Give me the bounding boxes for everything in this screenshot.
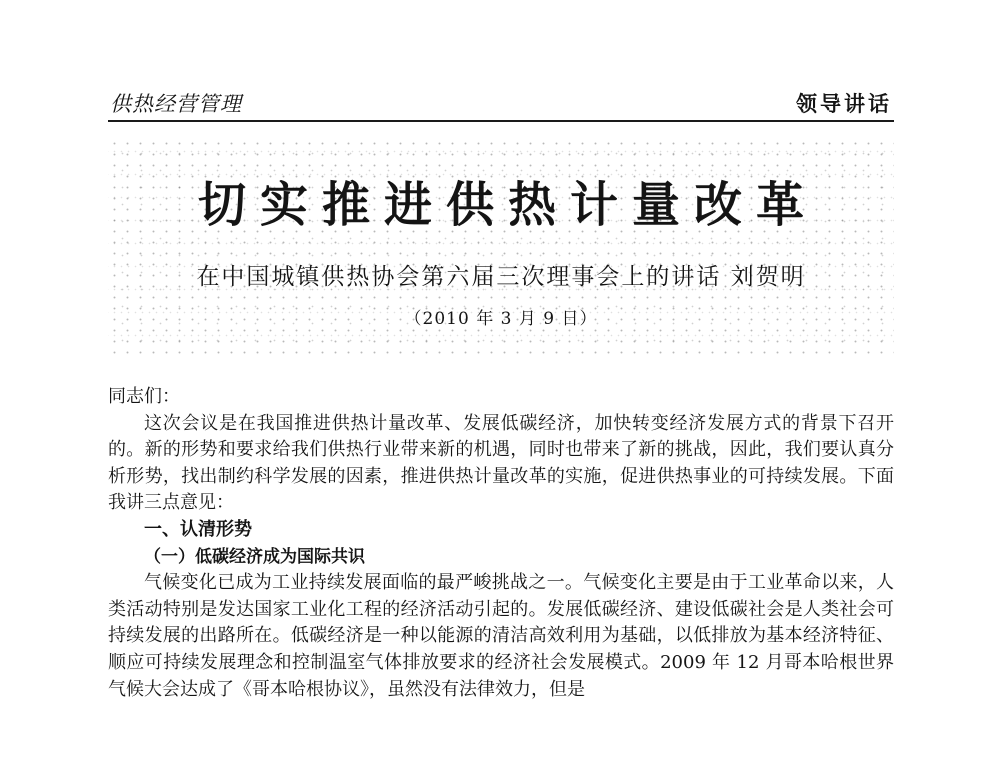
- section-heading: 一、认清形势: [144, 518, 252, 540]
- article-title: 切实推进供热计量改革: [197, 177, 818, 233]
- body-paragraph: 这次会议是在我国推进供热计量改革、发展低碳经济，加快转变经济发展方式的背景下召开的。新的形势和要求给我们供热行业带来新的机遇，同时也带来了新的挑战，因此，我们要认真分析形势，找出制约科学发展的因素，推进供热计量改革的实施，促进供热事业的可持续发展。下面我讲三点意见：: [108, 412, 894, 514]
- speech-date: （2010 年 3 月 9 日）: [404, 309, 598, 329]
- body-paragraph: 气候变化已成为工业持续发展面临的最严峻挑战之一。气候变化主要是由于工业革命以来，人类活动特别是发达国家工业化工程的经济活动引起的。发展低碳经济、建设低碳社会是人类社会可持续发展的出路所在。低碳经济是一种以能源的清洁高效利用为基础，以低排放为基本经济特征、顺应可持续发展理念和控制温室气体排放要求的经济社会发展模式。2009 年 12 月哥本哈根世界气候大会达成了《哥本哈根协议》，虽然没有法律效力，但是: [108, 572, 894, 700]
- subsection-heading: （一）低碳经济成为国际共识: [144, 546, 365, 567]
- salutation: 同志们：: [108, 386, 180, 407]
- running-header: [108, 88, 894, 122]
- article-body: [108, 384, 894, 703]
- article-subtitle: 在中国城镇供热协会第六届三次理事会上的讲话 刘贺明: [196, 264, 806, 290]
- column-name: 领导讲话: [796, 91, 892, 116]
- journal-name: 供热经营管理: [110, 92, 242, 116]
- title-block: [108, 138, 894, 356]
